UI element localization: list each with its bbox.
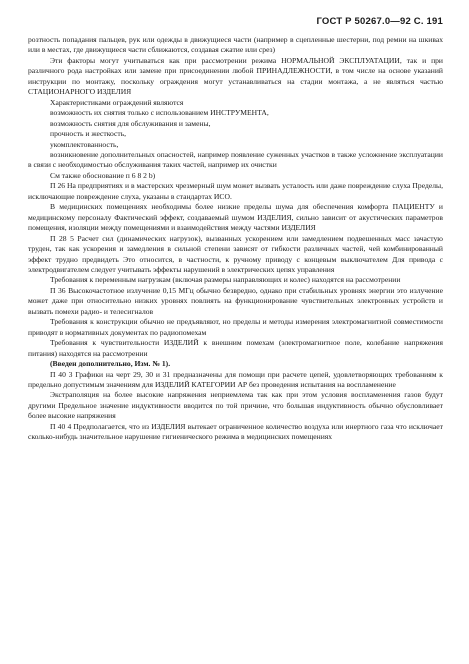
- paragraph: прочность и жесткость,: [50, 129, 127, 139]
- paragraph: П 28 5 Расчет сил (динамических нагрузок), вызванных ускорением или замедлением подвешенных масс зачастую труден, так как ускорения и замедления в сильной степени зависят от гибкости различных частей, чей комбинированный эффект трудно предвидеть Это относится, в частности, к ручному приводу с концевым выключателем Для привода с электродвигателем следует учитывать эффекты нарушений в электрических цепях управления: [28, 233, 445, 274]
- paragraph: возникновение дополнительных опасностей, например появление суженных участков в также усложнение эксплуатации в связи с необходимостью обслуживания таких частей, например их очистки: [28, 149, 445, 170]
- page-header: ГОСТ Р 50267.0—92 С. 191: [316, 16, 443, 27]
- paragraph: Требования к чувствительности ИЗДЕЛИЙ к внешним помехам (электромагнитное поле, колебание напряжения питания) находятся на рассмотрении: [28, 338, 445, 358]
- paragraph: Экстраполяция на более высокие напряжения неприемлема так как при этом условия воспламенения газов будут другими Предельное значение индуктивности вводится по той причине, что большая индуктивность обычно обусловливает более высокие напряжения: [28, 390, 445, 421]
- body-text: [28, 35, 443, 443]
- paragraph: В медицинских помещениях необходимы более низкие пределы шума для обеспечения комфорта ПАЦИЕНТУ и медицинскому персоналу Фактический эффект, создаваемый шумом ИЗДЕЛИЯ, сильно зависит от акустических параметров помещения, изоляции между помещениями и взаимодействия между частями ИЗДЕЛИЯ: [28, 202, 445, 233]
- paragraph: П 26 На предприятиях и в мастерских чрезмерный шум может вызвать усталость или даже повреждение слуха Пределы, исключающие повреждение слуха, указаны в стандартах ИСО.: [28, 181, 445, 201]
- paragraph: Требования к переменным нагрузкам (включая размеры направляющих и колес) находятся на рассмотрении: [50, 275, 401, 285]
- paragraph: розтность попадания пальцев, рук или одежды в движущиеся части (например в сцепленные шестерни, под ремни на шкивах или в местах, где движущиеся части сближаются, создавая сжатие или срез): [28, 35, 445, 55]
- paragraph: (Введен дополнительно, Изм. № 1).: [50, 359, 171, 369]
- paragraph: укомплектованность,: [50, 139, 119, 149]
- paragraph: возможность их снятия только с использованием ИНСТРУМЕНТА,: [50, 108, 269, 118]
- paragraph: П 40 3 Графики на черт 29, 30 и 31 предназначены для помощи при расчете цепей, удовлетворяющих требованиям к предельно допустимым значениям для ИЗДЕЛИЙ КАТЕГОРИИ АР без проведения испытания на воспламенение: [28, 369, 445, 389]
- paragraph: Характеристиками ограждений являются: [50, 97, 184, 107]
- paragraph: См также обоснование п 6 8 2 b): [50, 170, 156, 180]
- paragraph: возможность снятия для обслуживания и замены,: [50, 118, 211, 128]
- paragraph: П 40 4 Предполагается, что из ИЗДЕЛИЯ вытекает ограниченное количество воздуха или инертного газа что исключает сколько-нибудь значительное нарушение гигиенического режима в медицинских помещениях: [28, 421, 445, 442]
- paragraph: П 36 Высокочастотное излучение 0,15 МГц обычно безвредно, однако при стабильных уровнях энергии это излучение может даже при относительно низких уровнях повлиять на функционирование чувствительных электронных устройств и вызвать помехи радио- и телесигналов: [28, 285, 445, 316]
- paragraph: Требования к конструкции обычно не предъявляют, но пределы и методы измерения электромагнитной совместимости приводят в нормативных документах по радиопомехам: [28, 317, 445, 337]
- paragraph: Эти факторы могут учитываться как при рассмотрении режима НОРМАЛЬНОЙ ЭКСПЛУАТАЦИИ, так и при различного рода настройках или замене при присоединении любой ПРИНАДЛЕЖНОСТИ, в том числе на основе указаний инструкции по монтажу, поскольку ограждения могут устанавливаться на стадии монтажа, а не являться частью СТАЦИОНАРНОГО ИЗДЕЛИЯ: [28, 55, 445, 97]
